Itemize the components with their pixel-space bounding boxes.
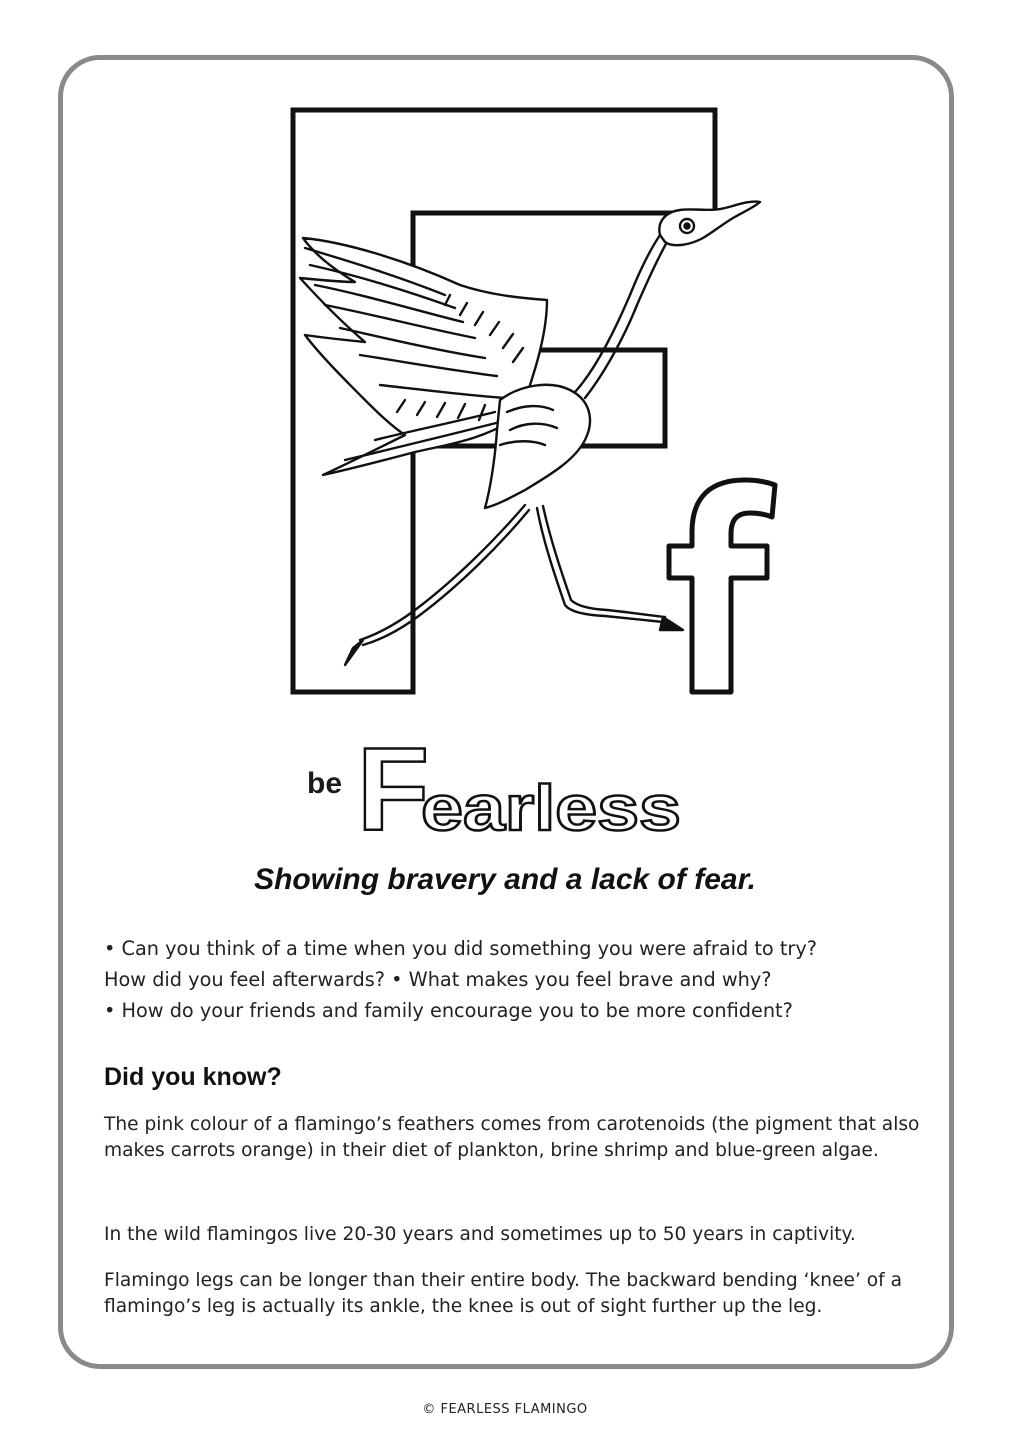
be-fearless-heading bbox=[0, 735, 1010, 840]
fact-paragraph: In the wild flamingos live 20-30 years and sometimes up to 50 years in captivity. bbox=[104, 1224, 856, 1245]
fact-paragraph: Flamingo legs can be longer than their entire body. The backward bending ‘knee’ of a flamingo’s leg is actually its ankle, the knee is out of sight further up the leg. bbox=[104, 1270, 903, 1317]
question-line: How did you feel afterwards? • What makes you feel brave and why? bbox=[104, 968, 772, 991]
fact-paragraph: The pink colour of a flamingo’s feathers comes from carotenoids (the pigment that also makes carrots orange) in their diet of plankton, brine shrimp and blue-green algae. bbox=[104, 1114, 920, 1161]
tagline: Showing bravery and a lack of fear. bbox=[254, 863, 756, 896]
fearless-outline-word bbox=[355, 735, 695, 840]
letter-art bbox=[285, 100, 785, 700]
fearless-rest: earless bbox=[421, 772, 681, 840]
did-you-know-title: Did you know? bbox=[104, 1063, 282, 1091]
question-line: • How do your friends and family encourage you to be more confident? bbox=[104, 999, 793, 1022]
letter-f-outline bbox=[669, 480, 775, 692]
be-word: be bbox=[307, 767, 343, 800]
question-line: • Can you think of a time when you did something you were afraid to try? bbox=[104, 937, 817, 960]
discussion-questions bbox=[104, 933, 924, 1026]
fearless-big-f: F bbox=[357, 735, 430, 840]
footer-copyright: © FEARLESS FLAMINGO bbox=[422, 1402, 588, 1417]
